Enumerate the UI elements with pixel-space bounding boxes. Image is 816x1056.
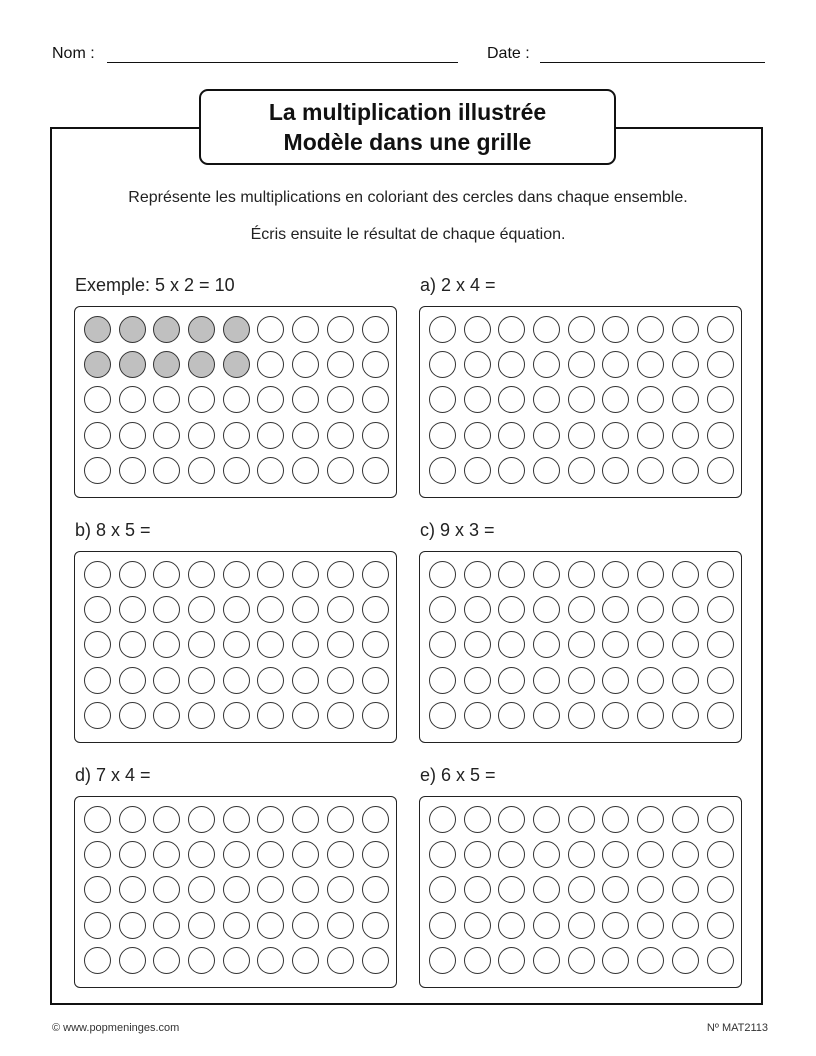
empty-circle[interactable]	[429, 422, 456, 449]
empty-circle[interactable]	[119, 912, 146, 939]
filled-circle[interactable]	[119, 316, 146, 343]
dot-grid-example	[74, 306, 397, 498]
empty-circle[interactable]	[533, 422, 560, 449]
empty-circle[interactable]	[568, 561, 595, 588]
empty-circle[interactable]	[327, 596, 354, 623]
name-field-line[interactable]	[107, 62, 458, 63]
empty-circle[interactable]	[707, 457, 734, 484]
empty-circle[interactable]	[223, 806, 250, 833]
empty-circle[interactable]	[464, 841, 491, 868]
empty-circle[interactable]	[602, 561, 629, 588]
filled-circle[interactable]	[153, 316, 180, 343]
empty-circle[interactable]	[84, 561, 111, 588]
empty-circle[interactable]	[153, 876, 180, 903]
empty-circle[interactable]	[498, 596, 525, 623]
empty-circle[interactable]	[292, 841, 319, 868]
empty-circle[interactable]	[153, 386, 180, 413]
empty-circle[interactable]	[464, 667, 491, 694]
empty-circle[interactable]	[84, 631, 111, 658]
empty-circle[interactable]	[292, 316, 319, 343]
empty-circle[interactable]	[707, 561, 734, 588]
empty-circle[interactable]	[707, 596, 734, 623]
empty-circle[interactable]	[327, 351, 354, 378]
title-line-1: La multiplication illustrée	[268, 99, 547, 125]
empty-circle[interactable]	[362, 596, 389, 623]
empty-circle[interactable]	[223, 631, 250, 658]
empty-circle[interactable]	[362, 631, 389, 658]
empty-circle[interactable]	[362, 316, 389, 343]
empty-circle[interactable]	[498, 806, 525, 833]
empty-circle[interactable]	[464, 561, 491, 588]
footer-copyright: © www.popmeninges.com	[52, 1022, 180, 1034]
title-line-2: Modèle dans une grille	[283, 129, 532, 155]
empty-circle[interactable]	[707, 422, 734, 449]
empty-circle[interactable]	[223, 422, 250, 449]
empty-circle[interactable]	[533, 631, 560, 658]
empty-circle[interactable]	[464, 947, 491, 974]
empty-circle[interactable]	[637, 912, 664, 939]
empty-circle[interactable]	[602, 876, 629, 903]
empty-circle[interactable]	[362, 806, 389, 833]
empty-circle[interactable]	[637, 596, 664, 623]
empty-circle[interactable]	[429, 702, 456, 729]
empty-circle[interactable]	[637, 667, 664, 694]
empty-circle[interactable]	[84, 422, 111, 449]
empty-circle[interactable]	[707, 806, 734, 833]
filled-circle[interactable]	[188, 351, 215, 378]
empty-circle[interactable]	[223, 912, 250, 939]
empty-circle[interactable]	[568, 947, 595, 974]
empty-circle[interactable]	[188, 841, 215, 868]
empty-circle[interactable]	[533, 351, 560, 378]
title-box	[199, 89, 616, 165]
empty-circle[interactable]	[257, 912, 284, 939]
empty-circle[interactable]	[672, 457, 699, 484]
empty-circle[interactable]	[119, 422, 146, 449]
instruction-line-1: Représente les multiplications en coloriant des cercles dans chaque ensemble.	[128, 189, 688, 206]
empty-circle[interactable]	[223, 702, 250, 729]
empty-circle[interactable]	[292, 596, 319, 623]
empty-circle[interactable]	[429, 386, 456, 413]
empty-circle[interactable]	[707, 631, 734, 658]
empty-circle[interactable]	[188, 876, 215, 903]
empty-circle[interactable]	[533, 841, 560, 868]
empty-circle[interactable]	[429, 912, 456, 939]
empty-circle[interactable]	[533, 806, 560, 833]
empty-circle[interactable]	[568, 351, 595, 378]
empty-circle[interactable]	[637, 841, 664, 868]
filled-circle[interactable]	[119, 351, 146, 378]
empty-circle[interactable]	[533, 667, 560, 694]
empty-circle[interactable]	[362, 422, 389, 449]
empty-circle[interactable]	[568, 876, 595, 903]
empty-circle[interactable]	[498, 561, 525, 588]
empty-circle[interactable]	[707, 316, 734, 343]
empty-circle[interactable]	[188, 386, 215, 413]
empty-circle[interactable]	[672, 947, 699, 974]
empty-circle[interactable]	[637, 806, 664, 833]
empty-circle[interactable]	[362, 351, 389, 378]
empty-circle[interactable]	[568, 422, 595, 449]
empty-circle[interactable]	[223, 947, 250, 974]
empty-circle[interactable]	[188, 806, 215, 833]
empty-circle[interactable]	[84, 702, 111, 729]
empty-circle[interactable]	[223, 457, 250, 484]
dot-grid-c	[419, 551, 742, 743]
empty-circle[interactable]	[464, 912, 491, 939]
empty-circle[interactable]	[292, 561, 319, 588]
empty-circle[interactable]	[292, 667, 319, 694]
empty-circle[interactable]	[257, 422, 284, 449]
empty-circle[interactable]	[153, 841, 180, 868]
empty-circle[interactable]	[119, 806, 146, 833]
empty-circle[interactable]	[568, 596, 595, 623]
empty-circle[interactable]	[153, 596, 180, 623]
filled-circle[interactable]	[84, 316, 111, 343]
empty-circle[interactable]	[568, 631, 595, 658]
filled-circle[interactable]	[84, 351, 111, 378]
empty-circle[interactable]	[292, 702, 319, 729]
footer-code: Nº MAT2113	[706, 1022, 768, 1034]
empty-circle[interactable]	[429, 351, 456, 378]
empty-circle[interactable]	[257, 841, 284, 868]
empty-circle[interactable]	[257, 457, 284, 484]
empty-circle[interactable]	[257, 596, 284, 623]
empty-circle[interactable]	[362, 702, 389, 729]
empty-circle[interactable]	[672, 316, 699, 343]
dot-grid-d	[74, 796, 397, 988]
empty-circle[interactable]	[602, 596, 629, 623]
empty-circle[interactable]	[672, 806, 699, 833]
empty-circle[interactable]	[119, 386, 146, 413]
empty-circle[interactable]	[602, 947, 629, 974]
empty-circle[interactable]	[602, 702, 629, 729]
empty-circle[interactable]	[533, 596, 560, 623]
empty-circle[interactable]	[568, 806, 595, 833]
empty-circle[interactable]	[568, 386, 595, 413]
filled-circle[interactable]	[223, 351, 250, 378]
empty-circle[interactable]	[429, 631, 456, 658]
empty-circle[interactable]	[498, 876, 525, 903]
dot-grid-a	[419, 306, 742, 498]
empty-circle[interactable]	[464, 422, 491, 449]
empty-circle[interactable]	[84, 386, 111, 413]
empty-circle[interactable]	[533, 947, 560, 974]
name-label: Nom :	[52, 45, 95, 62]
empty-circle[interactable]	[707, 912, 734, 939]
empty-circle[interactable]	[84, 912, 111, 939]
empty-circle[interactable]	[362, 912, 389, 939]
empty-circle[interactable]	[223, 596, 250, 623]
date-field-line[interactable]	[540, 62, 765, 63]
empty-circle[interactable]	[257, 561, 284, 588]
empty-circle[interactable]	[84, 457, 111, 484]
empty-circle[interactable]	[292, 457, 319, 484]
empty-circle[interactable]	[533, 876, 560, 903]
empty-circle[interactable]	[568, 457, 595, 484]
empty-circle[interactable]	[257, 806, 284, 833]
empty-circle[interactable]	[498, 316, 525, 343]
empty-circle[interactable]	[707, 351, 734, 378]
empty-circle[interactable]	[464, 631, 491, 658]
exercise-label-example: Exemple: 5 x 2 = 10	[75, 275, 235, 295]
empty-circle[interactable]	[637, 631, 664, 658]
empty-circle[interactable]	[327, 386, 354, 413]
empty-circle[interactable]	[327, 631, 354, 658]
empty-circle[interactable]	[292, 806, 319, 833]
empty-circle[interactable]	[327, 667, 354, 694]
empty-circle[interactable]	[84, 841, 111, 868]
empty-circle[interactable]	[223, 561, 250, 588]
empty-circle[interactable]	[153, 561, 180, 588]
empty-circle[interactable]	[327, 316, 354, 343]
exercise-label-b: b) 8 x 5 =	[75, 520, 151, 540]
empty-circle[interactable]	[257, 631, 284, 658]
empty-circle[interactable]	[362, 386, 389, 413]
empty-circle[interactable]	[292, 631, 319, 658]
empty-circle[interactable]	[464, 702, 491, 729]
empty-circle[interactable]	[362, 457, 389, 484]
empty-circle[interactable]	[672, 667, 699, 694]
empty-circle[interactable]	[533, 316, 560, 343]
empty-circle[interactable]	[707, 876, 734, 903]
empty-circle[interactable]	[119, 631, 146, 658]
empty-circle[interactable]	[533, 561, 560, 588]
empty-circle[interactable]	[257, 316, 284, 343]
empty-circle[interactable]	[188, 457, 215, 484]
empty-circle[interactable]	[637, 561, 664, 588]
empty-circle[interactable]	[602, 316, 629, 343]
empty-circle[interactable]	[327, 702, 354, 729]
empty-circle[interactable]	[498, 631, 525, 658]
empty-circle[interactable]	[119, 702, 146, 729]
empty-circle[interactable]	[637, 386, 664, 413]
empty-circle[interactable]	[429, 316, 456, 343]
empty-circle[interactable]	[464, 457, 491, 484]
empty-circle[interactable]	[292, 386, 319, 413]
empty-circle[interactable]	[672, 912, 699, 939]
empty-circle[interactable]	[602, 631, 629, 658]
empty-circle[interactable]	[153, 457, 180, 484]
empty-circle[interactable]	[84, 947, 111, 974]
empty-circle[interactable]	[188, 667, 215, 694]
instruction-line-2: Écris ensuite le résultat de chaque équation.	[250, 226, 566, 243]
empty-circle[interactable]	[429, 841, 456, 868]
empty-circle[interactable]	[257, 351, 284, 378]
empty-circle[interactable]	[223, 841, 250, 868]
empty-circle[interactable]	[188, 947, 215, 974]
empty-circle[interactable]	[533, 702, 560, 729]
empty-circle[interactable]	[637, 947, 664, 974]
empty-circle[interactable]	[327, 806, 354, 833]
empty-circle[interactable]	[602, 351, 629, 378]
empty-circle[interactable]	[637, 351, 664, 378]
empty-circle[interactable]	[429, 876, 456, 903]
filled-circle[interactable]	[188, 316, 215, 343]
empty-circle[interactable]	[602, 422, 629, 449]
empty-circle[interactable]	[672, 876, 699, 903]
empty-circle[interactable]	[257, 702, 284, 729]
empty-circle[interactable]	[327, 561, 354, 588]
empty-circle[interactable]	[362, 561, 389, 588]
exercise-label-e: e) 6 x 5 =	[420, 765, 496, 785]
empty-circle[interactable]	[292, 912, 319, 939]
empty-circle[interactable]	[672, 561, 699, 588]
empty-circle[interactable]	[464, 876, 491, 903]
empty-circle[interactable]	[672, 702, 699, 729]
empty-circle[interactable]	[119, 841, 146, 868]
empty-circle[interactable]	[707, 841, 734, 868]
empty-circle[interactable]	[672, 596, 699, 623]
empty-circle[interactable]	[257, 876, 284, 903]
empty-circle[interactable]	[672, 351, 699, 378]
empty-circle[interactable]	[429, 806, 456, 833]
empty-circle[interactable]	[292, 947, 319, 974]
empty-circle[interactable]	[257, 947, 284, 974]
empty-circle[interactable]	[568, 316, 595, 343]
empty-circle[interactable]	[707, 702, 734, 729]
empty-circle[interactable]	[533, 912, 560, 939]
empty-circle[interactable]	[602, 806, 629, 833]
empty-circle[interactable]	[119, 561, 146, 588]
empty-circle[interactable]	[498, 667, 525, 694]
empty-circle[interactable]	[292, 422, 319, 449]
empty-circle[interactable]	[568, 912, 595, 939]
empty-circle[interactable]	[637, 457, 664, 484]
empty-circle[interactable]	[672, 631, 699, 658]
empty-circle[interactable]	[429, 457, 456, 484]
empty-circle[interactable]	[707, 386, 734, 413]
date-label: Date :	[487, 45, 530, 62]
empty-circle[interactable]	[84, 596, 111, 623]
empty-circle[interactable]	[464, 806, 491, 833]
empty-circle[interactable]	[362, 667, 389, 694]
empty-circle[interactable]	[362, 841, 389, 868]
empty-circle[interactable]	[119, 596, 146, 623]
empty-circle[interactable]	[153, 806, 180, 833]
empty-circle[interactable]	[602, 386, 629, 413]
empty-circle[interactable]	[464, 351, 491, 378]
empty-circle[interactable]	[498, 912, 525, 939]
empty-circle[interactable]	[602, 667, 629, 694]
empty-circle[interactable]	[188, 912, 215, 939]
empty-circle[interactable]	[602, 912, 629, 939]
empty-circle[interactable]	[223, 667, 250, 694]
empty-circle[interactable]	[188, 596, 215, 623]
empty-circle[interactable]	[327, 912, 354, 939]
empty-circle[interactable]	[188, 422, 215, 449]
empty-circle[interactable]	[498, 457, 525, 484]
empty-circle[interactable]	[672, 841, 699, 868]
filled-circle[interactable]	[223, 316, 250, 343]
empty-circle[interactable]	[602, 841, 629, 868]
empty-circle[interactable]	[637, 316, 664, 343]
empty-circle[interactable]	[153, 631, 180, 658]
filled-circle[interactable]	[153, 351, 180, 378]
empty-circle[interactable]	[327, 876, 354, 903]
empty-circle[interactable]	[707, 667, 734, 694]
exercise-label-c: c) 9 x 3 =	[420, 520, 495, 540]
empty-circle[interactable]	[672, 422, 699, 449]
empty-circle[interactable]	[464, 596, 491, 623]
empty-circle[interactable]	[498, 422, 525, 449]
empty-circle[interactable]	[568, 667, 595, 694]
empty-circle[interactable]	[327, 947, 354, 974]
empty-circle[interactable]	[153, 947, 180, 974]
empty-circle[interactable]	[327, 841, 354, 868]
empty-circle[interactable]	[119, 947, 146, 974]
empty-circle[interactable]	[327, 457, 354, 484]
empty-circle[interactable]	[498, 351, 525, 378]
empty-circle[interactable]	[498, 702, 525, 729]
empty-circle[interactable]	[707, 947, 734, 974]
dot-grid-b	[74, 551, 397, 743]
empty-circle[interactable]	[84, 876, 111, 903]
empty-circle[interactable]	[498, 841, 525, 868]
empty-circle[interactable]	[498, 947, 525, 974]
empty-circle[interactable]	[257, 667, 284, 694]
empty-circle[interactable]	[464, 386, 491, 413]
empty-circle[interactable]	[188, 702, 215, 729]
empty-circle[interactable]	[498, 386, 525, 413]
empty-circle[interactable]	[153, 702, 180, 729]
empty-circle[interactable]	[119, 876, 146, 903]
empty-circle[interactable]	[602, 457, 629, 484]
empty-circle[interactable]	[292, 876, 319, 903]
empty-circle[interactable]	[429, 667, 456, 694]
empty-circle[interactable]	[429, 947, 456, 974]
empty-circle[interactable]	[568, 841, 595, 868]
empty-circle[interactable]	[637, 422, 664, 449]
exercise-label-a: a) 2 x 4 =	[420, 275, 496, 295]
empty-circle[interactable]	[188, 631, 215, 658]
empty-circle[interactable]	[153, 667, 180, 694]
empty-circle[interactable]	[429, 561, 456, 588]
empty-circle[interactable]	[533, 386, 560, 413]
empty-circle[interactable]	[637, 702, 664, 729]
empty-circle[interactable]	[292, 351, 319, 378]
empty-circle[interactable]	[257, 386, 284, 413]
empty-circle[interactable]	[568, 702, 595, 729]
empty-circle[interactable]	[119, 667, 146, 694]
dot-grid-e	[419, 796, 742, 988]
empty-circle[interactable]	[327, 422, 354, 449]
empty-circle[interactable]	[533, 457, 560, 484]
empty-circle[interactable]	[362, 947, 389, 974]
exercise-label-d: d) 7 x 4 =	[75, 765, 151, 785]
empty-circle[interactable]	[223, 876, 250, 903]
empty-circle[interactable]	[153, 422, 180, 449]
empty-circle[interactable]	[84, 667, 111, 694]
empty-circle[interactable]	[153, 912, 180, 939]
empty-circle[interactable]	[637, 876, 664, 903]
empty-circle[interactable]	[672, 386, 699, 413]
empty-circle[interactable]	[119, 457, 146, 484]
empty-circle[interactable]	[188, 561, 215, 588]
empty-circle[interactable]	[84, 806, 111, 833]
empty-circle[interactable]	[362, 876, 389, 903]
empty-circle[interactable]	[464, 316, 491, 343]
empty-circle[interactable]	[429, 596, 456, 623]
empty-circle[interactable]	[223, 386, 250, 413]
